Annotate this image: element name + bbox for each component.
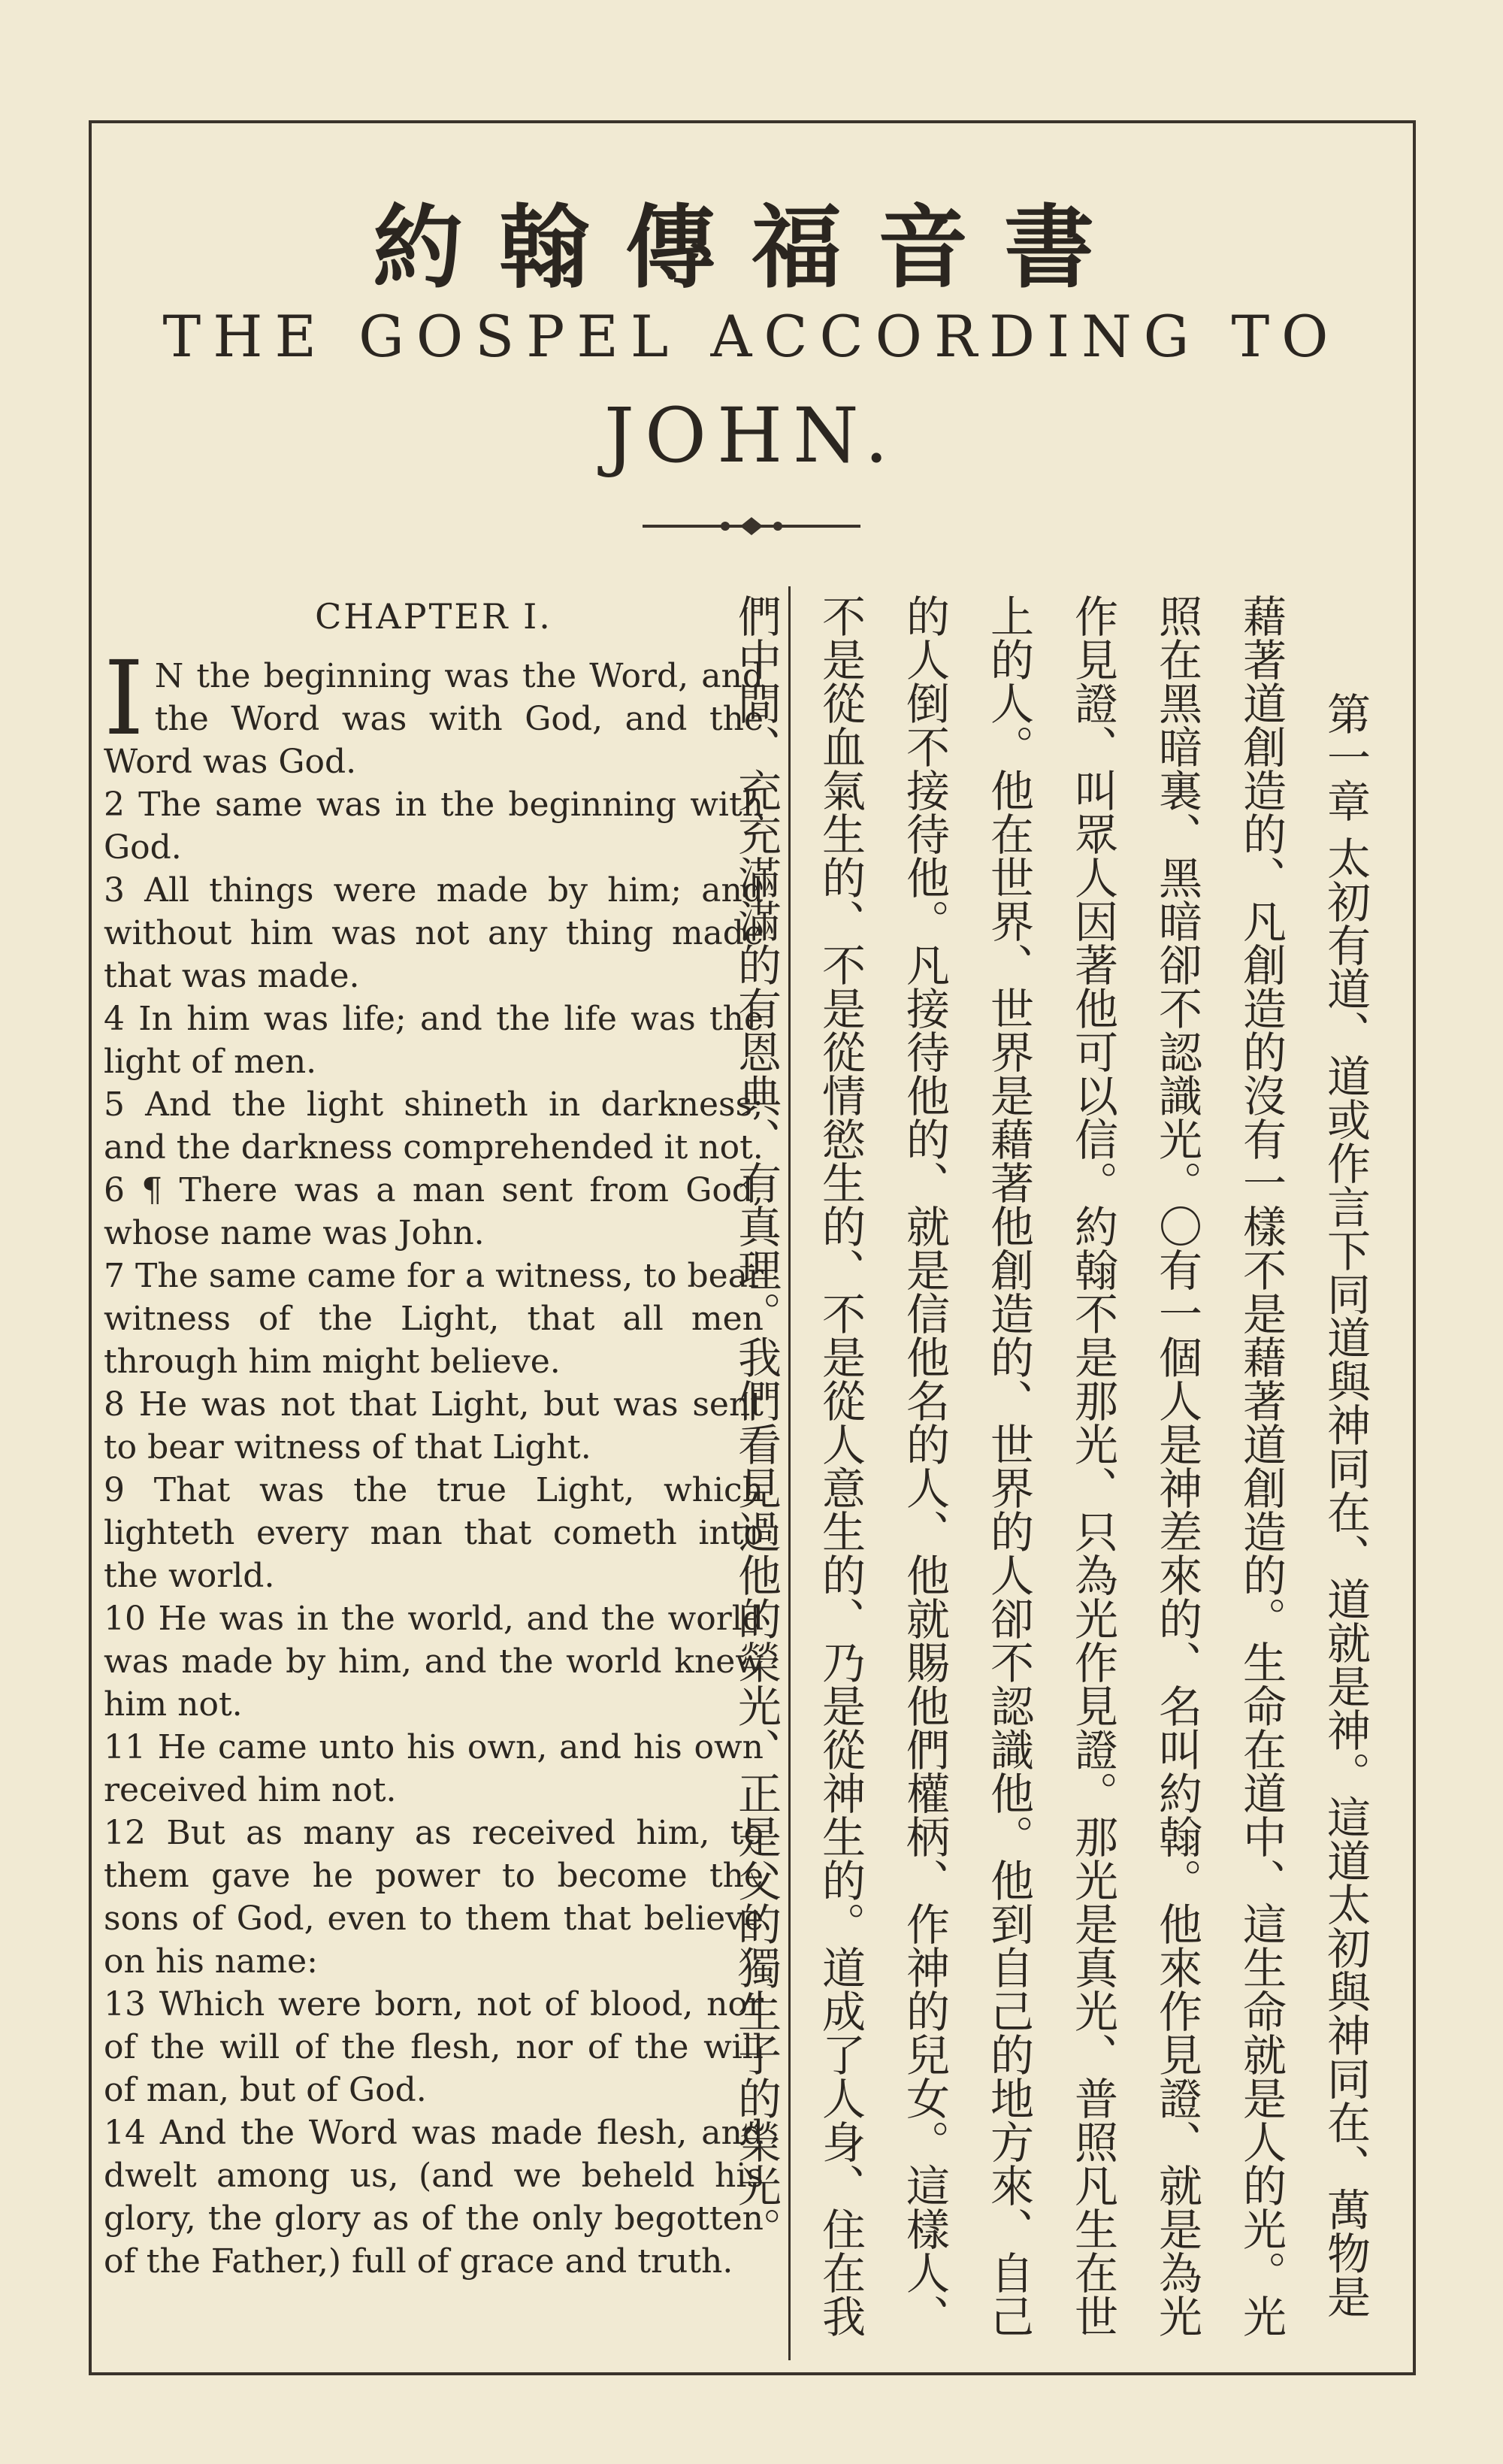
verse-12: 12 But as many as received him, to them gave he power to become the sons of God, even to them that believe on his name: xyxy=(104,1814,764,1981)
verse-9: 9 That was the true Light, which lighteth every man that cometh into the world. xyxy=(104,1471,764,1595)
chinese-title: 約翰傳福音書 xyxy=(373,195,1130,301)
verse-11: 11 He came unto his own, and his own received him not. xyxy=(104,1728,764,1809)
verse-7: 7 The same came for a witness, to bear witness of the Light, that all men through him might believe. xyxy=(104,1257,764,1381)
chinese-chapter-heading: 第一章 xyxy=(1320,692,1371,822)
verse-2: 2 The same was in the beginning with God. xyxy=(104,786,764,867)
verse-13: 13 Which were born, not of blood, nor of the will of the flesh, nor of the will of man, but of God. xyxy=(104,1985,764,2109)
verse-14: 14 And the Word was made flesh, and dwelt among us, (and we beheld his glory, the glory as of the only begotten of the Father,) full of grace and truth. xyxy=(104,2114,764,2281)
drop-cap: I xyxy=(104,640,144,758)
verse-1-text: N the beginning was the Word, and the Word was with God, and the Word was God. xyxy=(104,657,764,781)
ornament-divider xyxy=(643,517,860,535)
verse-4: 4 In him was life; and the life was the light of men. xyxy=(104,1000,764,1081)
verse-8: 8 He was not that Light, but was sent to bear witness of that Light. xyxy=(104,1385,764,1467)
english-column xyxy=(104,595,764,2283)
chinese-column xyxy=(730,594,1387,2353)
verse-3: 3 All things were made by him; and without him was not any thing made that was made. xyxy=(104,871,764,995)
verse-6: 6 ¶ There was a man sent from God, whose name was John. xyxy=(104,1171,764,1252)
verse-10: 10 He was in the world, and the world was made by him, and the world knew him not. xyxy=(104,1600,764,1724)
chapter-heading: CHAPTER I. xyxy=(315,596,552,637)
verse-5: 5 And the light shineth in darkness; and the darkness comprehended it not. xyxy=(104,1085,764,1167)
chinese-text: 太初有道、道或作言下同道與神同在、道就是神。這道太初與神同在、萬物是藉著道創造的、凡創造的沒有一樣不是藉著道創造的。生命在道中、這生命就是人的光。光照在黑暗裏、黑暗卻不認識光。〇有一個人是神差來的、名叫約翰。他來作見證、就是為光作見證、叫眾人因著他可以信。約翰不是那光、只為光作見證。那光是真光、普照凡生在世上的人。他在世界、世界是藉著他創造的、世界的人卻不認識他。他到自己的地方來、自己的人倒不接待他。凡接待他的、就是信他名的人、他就賜他們權柄、作神的兒女。這樣人、不是從血氣生的、不是從情慾生的、不是從人意生的、乃是從神生的。道成了人身、住在我們中間、充充滿滿的有恩典、有真理。我們看見過他的榮光、正是父的獨生子的榮光。 xyxy=(730,594,1371,2338)
english-title: THE GOSPEL ACCORDING TO xyxy=(162,303,1341,370)
verse-1 xyxy=(104,640,764,783)
book-title: JOHN. xyxy=(603,392,900,480)
